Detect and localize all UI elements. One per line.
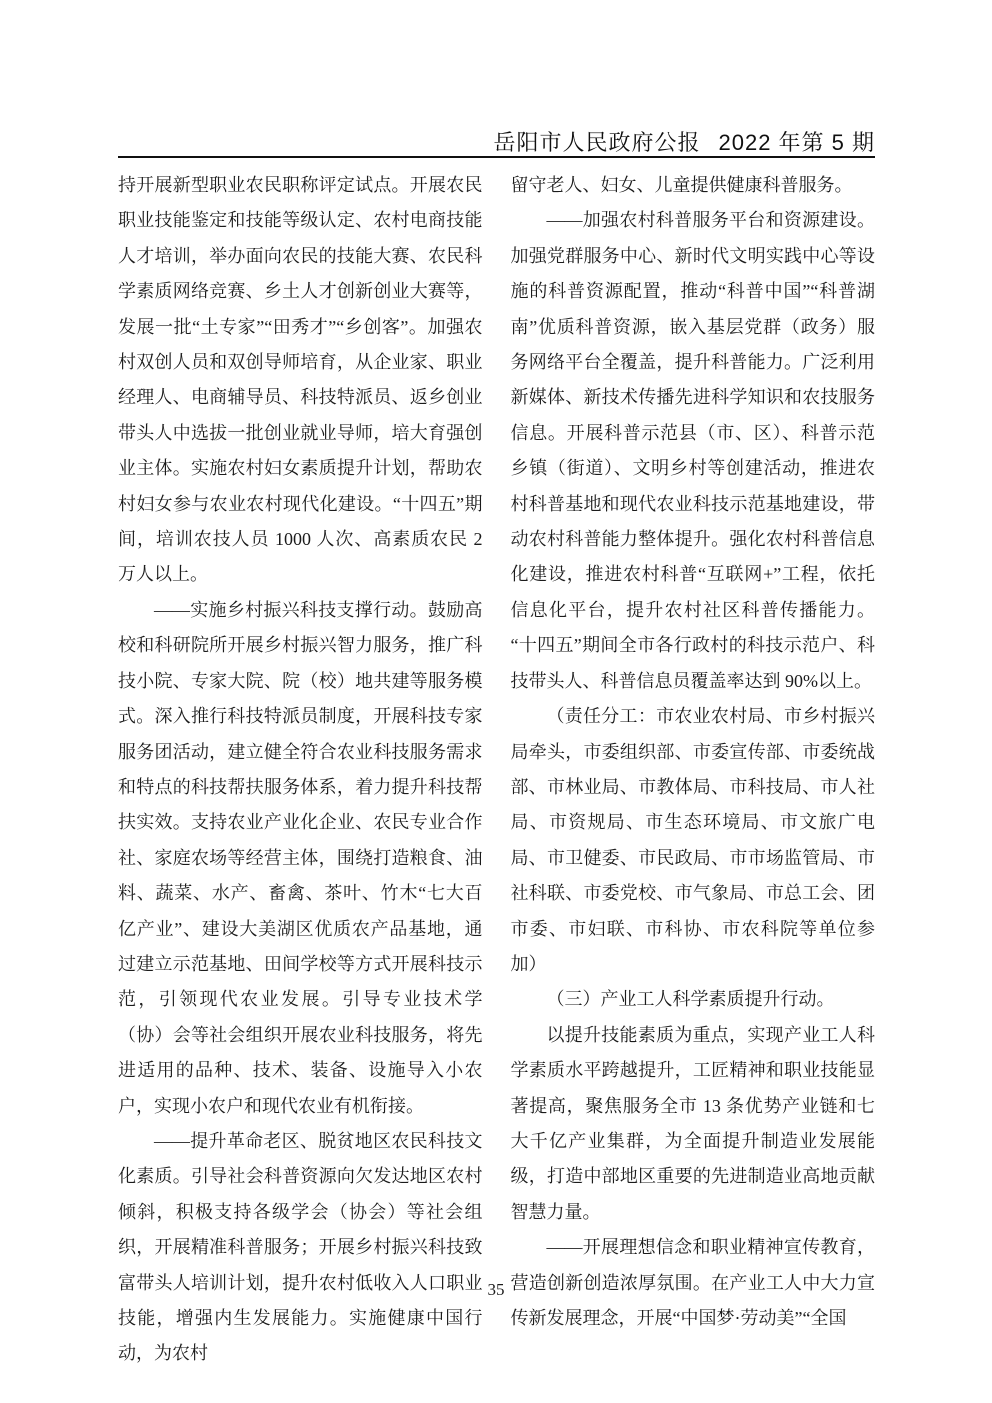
header-divider-rule — [118, 156, 875, 158]
page-body — [118, 168, 875, 1372]
paragraph: 留守老人、妇女、儿童提供健康科普服务。 — [510, 175, 853, 195]
left-column — [118, 168, 483, 1372]
paragraph: ——加强农村科普服务平台和资源建设。加强党群服务中心、新时代文明实践中心等设施的科普资源配置，推动“科普中国”“科普湖南”优质科普资源，嵌入基层党群（政务）服务网络平台全覆盖，提升科普能力。广泛利用新媒体、新技术传播先进科学知识和农技服务信息。开展科普示范县（市、区）、科普示范乡镇（街道）、文明乡村等创建活动，推进农村科普基地和现代农业科技示范基地建设，带动农村科普能力整体提升。强化农村科普信息化建设，推进农村科普“互联网+”工程，依托信息化平台，提升农村社区科普传播能力。“十四五”期间全市各行政村的科技示范户、科技带头人、科普信息员覆盖率达到 90%以上。 — [510, 210, 875, 691]
issue-label: 2022 年第 5 期 — [718, 130, 875, 155]
paragraph: 以提升技能素质为重点，实现产业工人科学素质水平跨越提升，工匠精神和职业技能显著提高，聚焦服务全市 13 条优势产业链和七大千亿产业集群，为全面提升制造业发展能级，打造中部地区重要的先进制造业高地贡献智慧力量。 — [510, 1024, 875, 1222]
paragraph: ——开展理想信念和职业精神宣传教育，营造创新创造浓厚氛围。在产业工人中大力宣传新发展理念，开展“中国梦·劳动美”“全国 — [510, 1237, 875, 1328]
right-column — [511, 168, 876, 1372]
paragraph: 持开展新型职业农民职称评定试点。开展农民职业技能鉴定和技能等级认定、农村电商技能人才培训，举办面向农民的技能大赛、农民科学素质网络竞赛、乡土人才创新创业大赛等，发展一批“土专家”“田秀才”“乡创客”。加强农村双创人员和双创导师培育，从企业家、职业经理人、电商辅导员、科技特派员、返乡创业带头人中选拔一批创业就业导师，培大育强创业主体。实施农村妇女素质提升计划，帮助农村妇女参与农业农村现代化建设。“十四五”期间，培训农技人员 1000 人次、高素质农民 2 万人以上。 — [118, 175, 483, 585]
running-header — [118, 126, 875, 157]
paragraph: ——实施乡村振兴科技支撑行动。鼓励高校和科研院所开展乡村振兴智力服务，推广科技小院、专家大院、院（校）地共建等服务模式。深入推行科技特派员制度，开展科技专家服务团活动，建立健全符合农业科技服务需求和特点的科技帮扶服务体系，着力提升科技帮扶实效。支持农业产业化企业、农民专业合作社、家庭农场等经营主体，围绕打造粮食、油料、蔬菜、水产、畜禽、茶叶、竹木“七大百亿产业”、建设大美湖区优质农产品基地，通过建立示范基地、田间学校等方式开展科技示范，引领现代农业发展。引导专业技术学（协）会等社会组织开展农业科技服务，将先进适用的品种、技术、装备、设施导入小农户，实现小农户和现代农业有机衔接。 — [118, 599, 483, 1116]
paragraph: ——提升革命老区、脱贫地区农民科技文化素质。引导社会科普资源向欠发达地区农村倾斜，积极支持各级学会（协会）等社会组织，开展精准科普服务；开展乡村振兴科技致富带头人培训计划，提升农村低收入人口职业技能，增强内生发展能力。实施健康中国行动，为农村 — [118, 1130, 483, 1364]
section-heading-paragraph: （三）产业工人科学素质提升行动。 — [546, 989, 835, 1010]
paragraph: （责任分工：市农业农村局、市乡村振兴局牵头，市委组织部、市委宣传部、市委统战部、市林业局、市教体局、市科技局、市人社局、市资规局、市生态环境局、市文旅广电局、市卫健委、市民政局、市市场监管局、市社科联、市委党校、市气象局、市总工会、团市委、市妇联、市科协、市农科院等单位参加） — [510, 706, 875, 974]
publication-title: 岳阳市人民政府公报 — [493, 130, 701, 155]
page-number: 35 — [487, 1280, 505, 1299]
